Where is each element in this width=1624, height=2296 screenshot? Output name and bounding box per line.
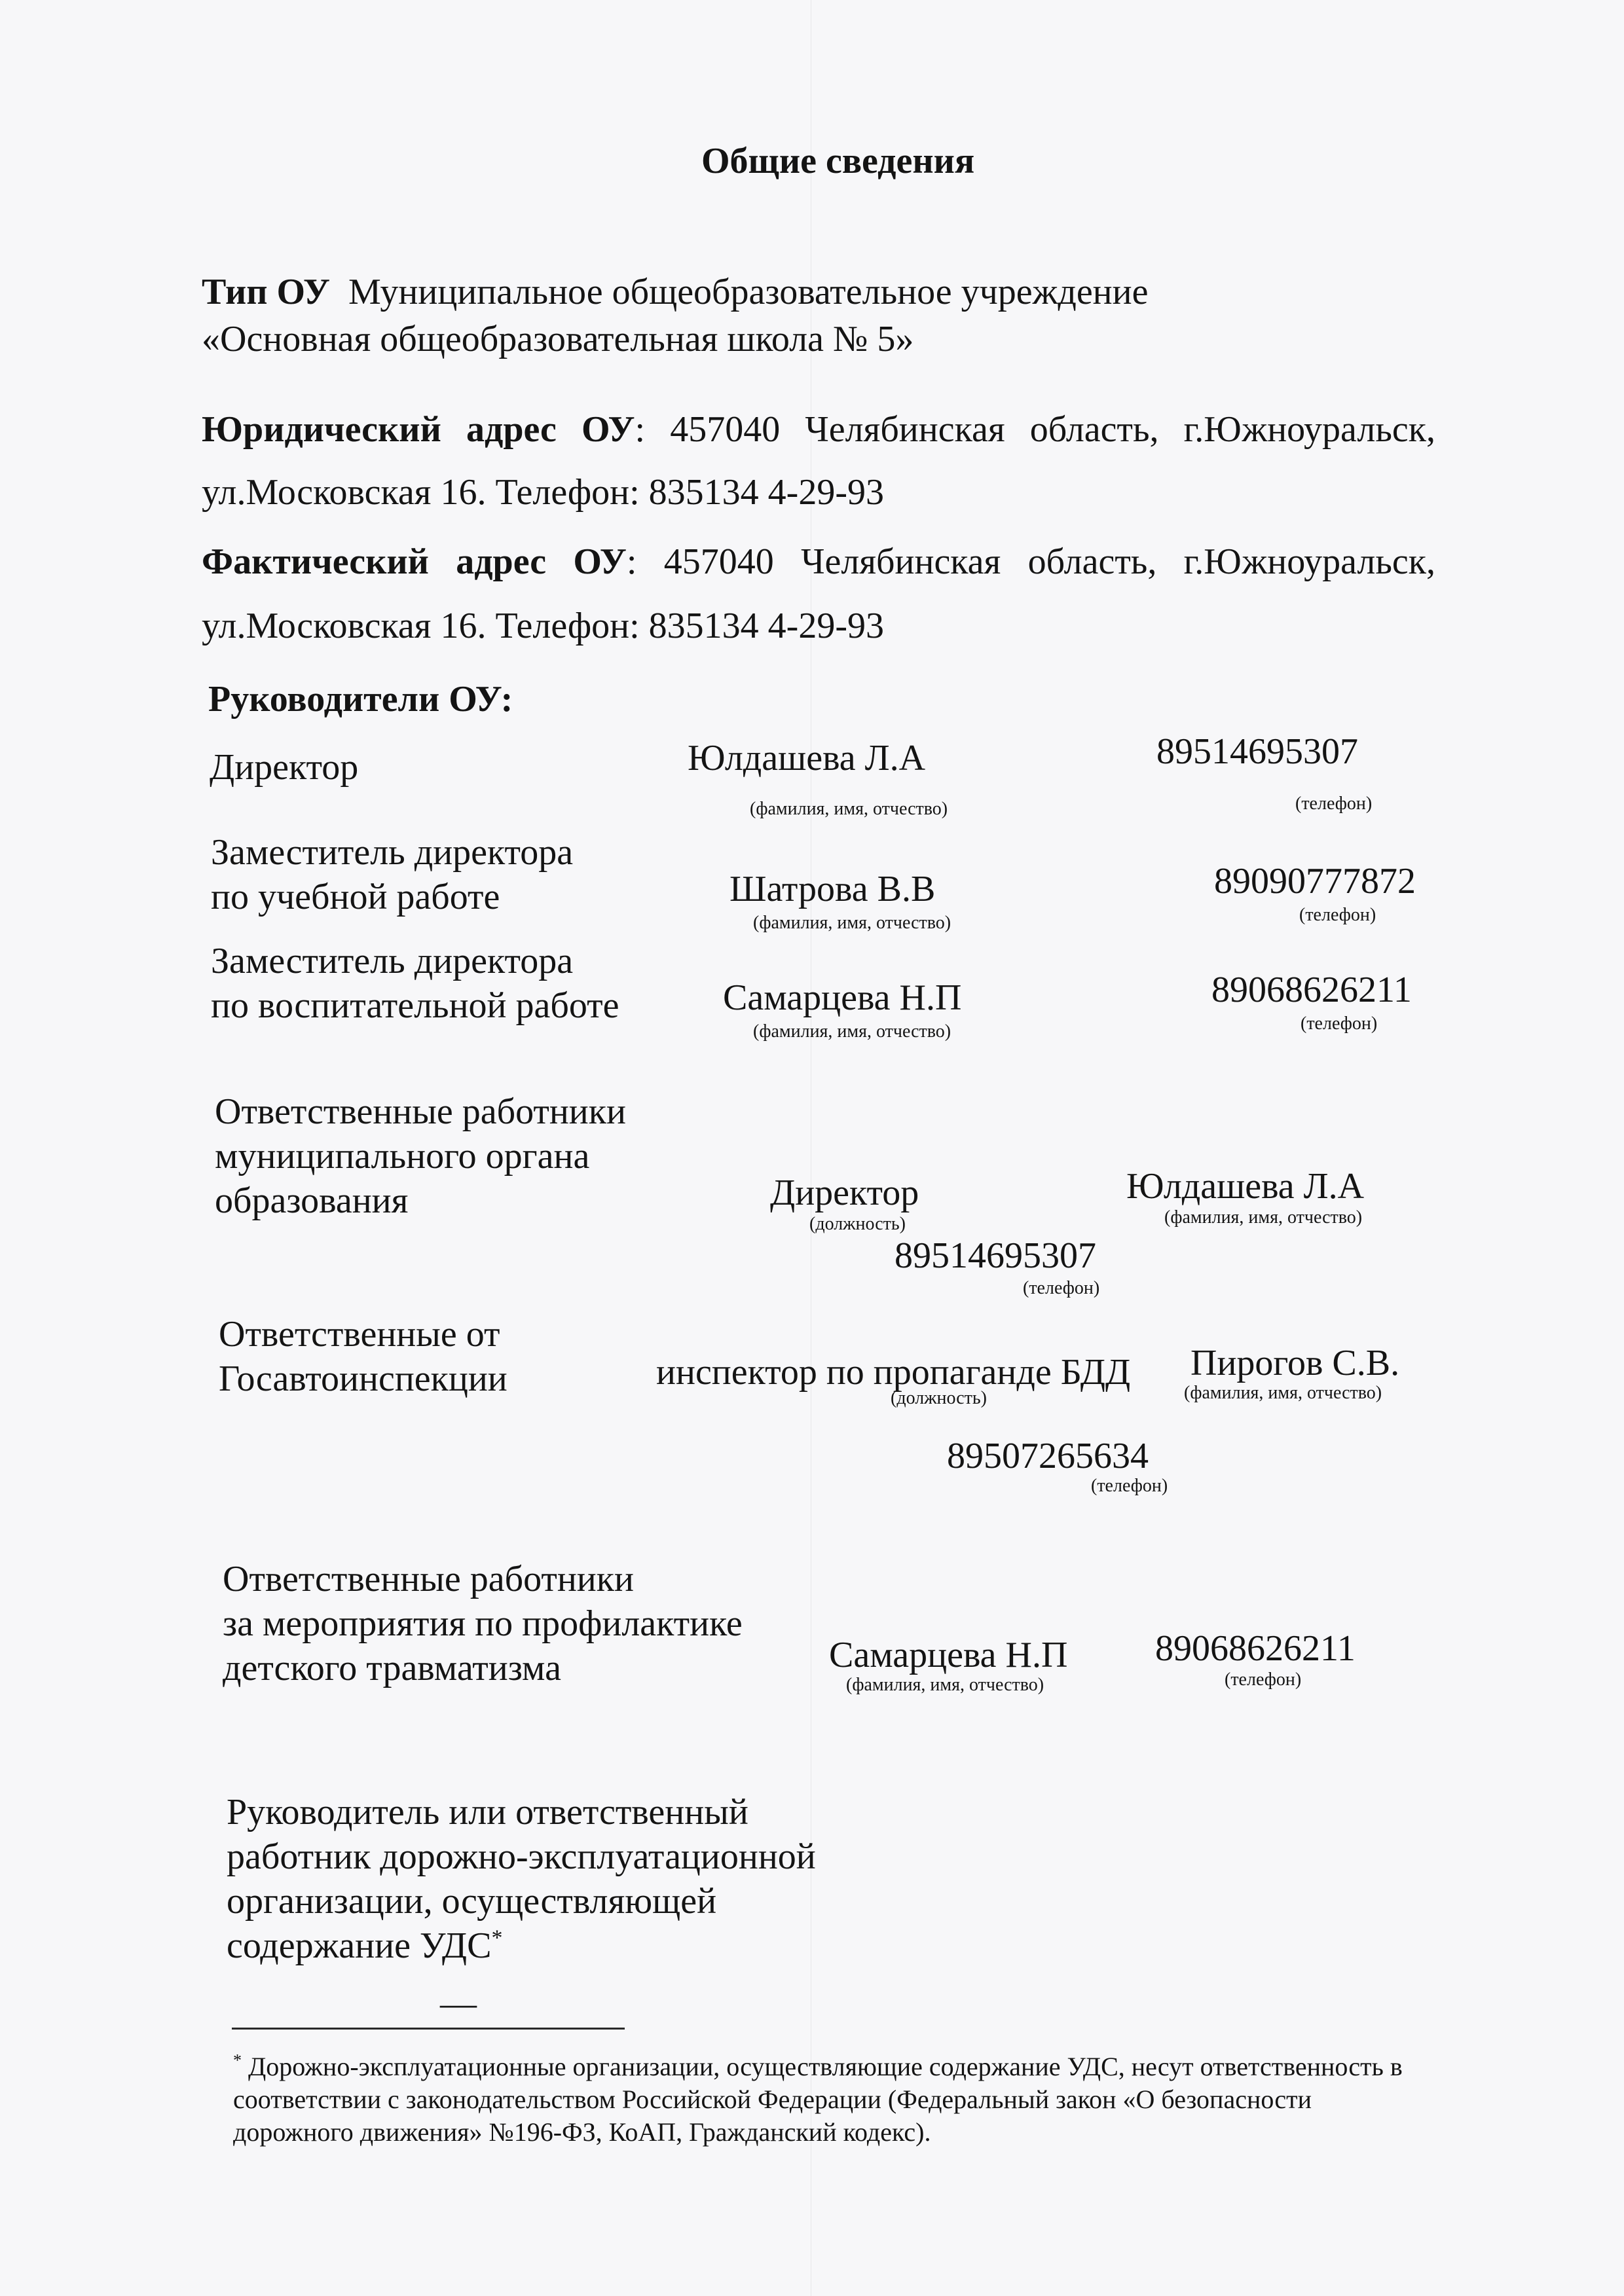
- legal-address-label-word: Юридический: [202, 409, 441, 450]
- gai-phone-caption: (телефон): [1091, 1476, 1168, 1496]
- actual-address-label-word: ОУ:: [573, 541, 637, 582]
- footnote: [233, 2050, 1403, 2149]
- director-phone-caption: (телефон): [1295, 793, 1373, 814]
- legal-address-word: 457040: [670, 409, 781, 450]
- actual-address-word: г.Южноуральск,: [1183, 541, 1435, 582]
- legal-address-line2: ул.Московская 16. Телефон: 835134 4-29-93: [202, 472, 884, 513]
- legal-address-word: область,: [1029, 409, 1159, 450]
- legal-address-line: [202, 411, 1435, 448]
- municipal-position: Директор: [770, 1173, 919, 1213]
- legal-address-word: Челябинская: [805, 409, 1005, 450]
- footnote-line3: дорожного движения» №196-ФЗ, КоАП, Гражданский кодекс).: [233, 2117, 931, 2147]
- road-org-label: Руководитель или ответственный работник дорожно-эксплуатационной организации, осуществляющей содержание УДС*: [227, 1792, 816, 1966]
- gai-name-caption: (фамилия, имя, отчество): [1184, 1383, 1382, 1403]
- actual-address-line2: ул.Московская 16. Телефон: 835134 4-29-93: [202, 606, 884, 646]
- type-value-line2: «Основная общеобразовательная школа № 5»: [202, 319, 914, 359]
- director-phone: 89514695307: [1156, 731, 1358, 772]
- injury-name-caption: (фамилия, имя, отчество): [846, 1675, 1044, 1695]
- deputy-study-phone-caption: (телефон): [1299, 905, 1376, 925]
- footnote-mark: *: [233, 2050, 242, 2070]
- actual-address-word: Челябинская: [801, 541, 1001, 582]
- director-name: Юлдашева Л.А: [688, 738, 926, 778]
- injury-phone-caption: (телефон): [1225, 1669, 1302, 1690]
- actual-address-label-word: адрес: [456, 541, 547, 582]
- actual-address-word: область,: [1027, 541, 1157, 582]
- footnote-line2: соответствии с законодательством Российской Федерации (Федеральный закон «О безопасности: [233, 2085, 1312, 2114]
- director-role: Директор: [210, 747, 359, 788]
- page-title: Общие сведения: [701, 141, 975, 181]
- actual-address-label-word: Фактический: [202, 541, 429, 582]
- director-name-caption: (фамилия, имя, отчество): [750, 799, 948, 819]
- deputy-upbringing-role: Заместитель директора по воспитательной работе: [211, 941, 619, 1026]
- legal-address-word: г.Южноуральск,: [1183, 409, 1435, 450]
- type-value: Муниципальное общеобразовательное учреждение: [348, 272, 1149, 312]
- actual-address-line: [202, 543, 1435, 580]
- municipal-label: Ответственные работники муниципального органа образования: [215, 1091, 626, 1221]
- municipal-position-caption: (должность): [809, 1214, 906, 1234]
- deputy-study-name: Шатрова В.В: [729, 869, 936, 909]
- deputy-study-role: Заместитель директора по учебной работе: [211, 832, 574, 917]
- deputy-upbringing-phone-caption: (телефон): [1301, 1013, 1378, 1034]
- actual-address-word: 457040: [663, 541, 774, 582]
- injury-phone: 89068626211: [1155, 1628, 1356, 1669]
- footnote-reference-mark: *: [491, 1925, 503, 1950]
- deputy-upbringing-phone: 89068626211: [1211, 970, 1412, 1010]
- injury-name: Самарцева Н.П: [829, 1635, 1068, 1675]
- municipal-name: Юлдашева Л.А: [1126, 1166, 1365, 1207]
- gai-label: Ответственные от Госавтоинспекции: [219, 1314, 507, 1399]
- legal-address-label-word: адрес: [466, 409, 557, 450]
- deputy-upbringing-name: Самарцева Н.П: [723, 977, 962, 1018]
- deputy-upbringing-name-caption: (фамилия, имя, отчество): [753, 1021, 951, 1042]
- footnote-separator: [232, 2028, 625, 2030]
- leaders-heading: Руководители ОУ:: [208, 679, 513, 720]
- legal-address-label-word: ОУ:: [581, 409, 646, 450]
- deputy-study-name-caption: (фамилия, имя, отчество): [753, 913, 951, 933]
- gai-phone: 89507265634: [947, 1436, 1149, 1476]
- gai-position: инспектор по пропаганде БДД: [656, 1352, 1131, 1393]
- deputy-study-phone: 89090777872: [1214, 861, 1416, 902]
- type-label: Тип ОУ: [202, 272, 330, 312]
- gai-name: Пирогов С.В.: [1190, 1343, 1400, 1383]
- road-org-label-line4: содержание УДС: [227, 1925, 492, 1966]
- footnote-line1: Дорожно-эксплуатационные организации, осуществляющие содержание УДС, несут ответственность в: [248, 2052, 1403, 2081]
- municipal-name-caption: (фамилия, имя, отчество): [1164, 1207, 1363, 1228]
- municipal-phone: 89514695307: [895, 1235, 1096, 1276]
- type-line: [202, 274, 1148, 310]
- road-org-dash: —: [440, 1983, 477, 2024]
- injury-label: Ответственные работники за мероприятия по профилактике детского травматизма: [223, 1559, 743, 1688]
- municipal-phone-caption: (телефон): [1023, 1278, 1100, 1298]
- gai-position-caption: (должность): [891, 1388, 987, 1408]
